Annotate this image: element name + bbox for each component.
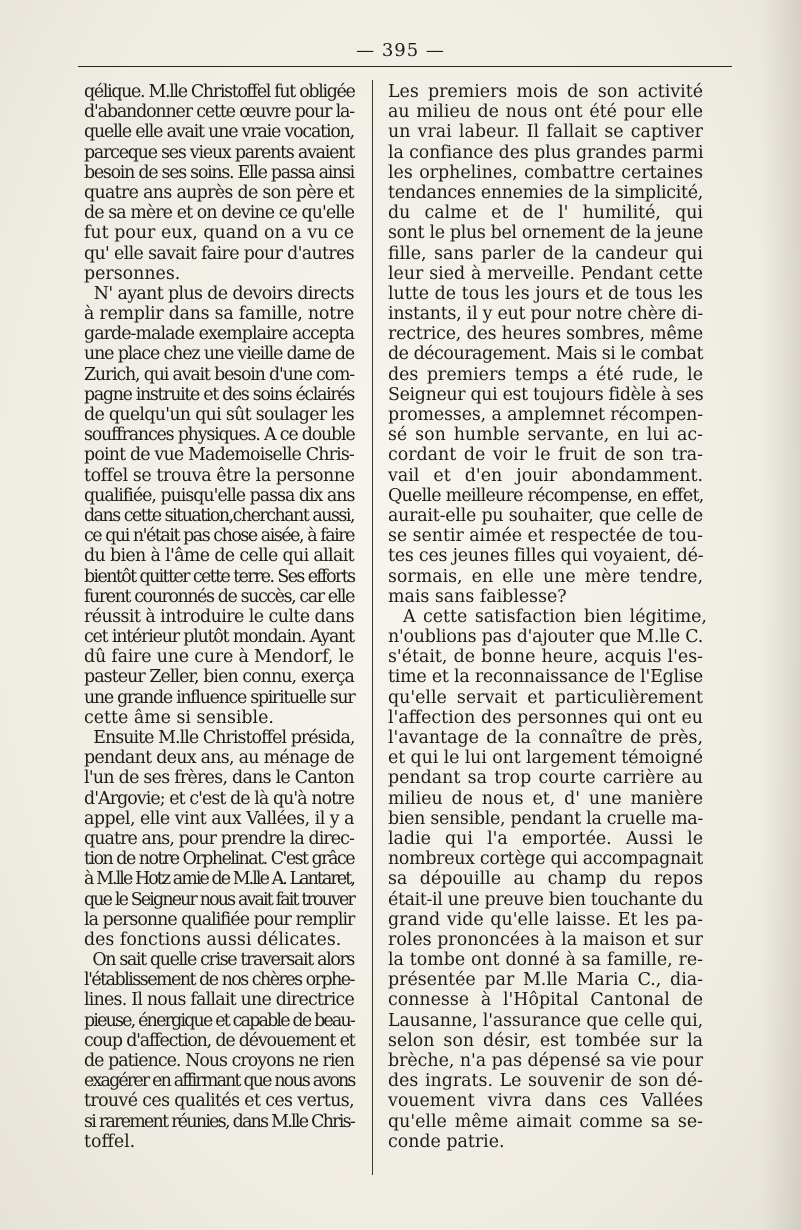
left-column-line: d'abandonner cette œuvre pour la- [84, 102, 354, 123]
left-column-line: de quelqu'un qui sût soulager les [84, 405, 354, 425]
right-column-line: cordant de voir le fruit de son tra- [388, 445, 703, 466]
left-column-line: qélique. M.lle Christoffel fut obligée [84, 82, 355, 102]
left-column-line: dans cette situation,cherchant aussi, [84, 505, 354, 526]
left-column-line: furent couronnés de succès, car elle [84, 586, 354, 607]
left-column-line: que le Seigneur nous avait fait trouver [84, 889, 354, 910]
left-column-line: parceque ses vieux parents avaient [84, 142, 354, 163]
right-column-line: aurait-elle pu souhaiter, que celle de [388, 505, 703, 526]
right-column-line: la tombe ont donné à sa famille, re- [388, 950, 703, 971]
left-column-line: fut pour eux, quand on a vu ce [84, 223, 354, 244]
left-column-line: besoin de ses soins. Elle passa ainsi [84, 162, 354, 183]
left-column-line: pasteur Zeller, bien connu, exerça [84, 667, 354, 688]
left-column-line: dû faire une cure à Mendorf, le [84, 647, 354, 668]
left-column-line: la personne qualifiée pour remplir [84, 909, 355, 930]
right-column-line: était-il une preuve bien touchante du [388, 889, 703, 910]
left-column-line: d'Argovie; et c'est de là qu'à notre [84, 788, 354, 809]
left-column-line: qualifiée, puisqu'elle passa dix ans [84, 485, 355, 506]
right-column-line: au milieu de nous ont été pour elle [388, 102, 703, 123]
left-column-line: à M.lle Hotz amie de M.lle A. Lantaret, [84, 869, 354, 890]
right-column [388, 82, 707, 1152]
right-column-line: connesse à l'Hôpital Cantonal de [388, 990, 703, 1011]
right-column-line: conde patrie. [388, 1131, 505, 1152]
left-column-line: souffrances physiques. A ce double [84, 425, 355, 446]
left-column-line: tion de notre Orphelinat. C'est grâce [84, 849, 354, 870]
left-column-line: toffel. [84, 1131, 136, 1152]
right-column-line: qu'elle même aimait comme sa se- [388, 1111, 703, 1132]
right-column-line: lutte de tous les jours et de tous les [388, 283, 703, 304]
right-column-line: ladie qui l'a emportée. Aussi le [388, 828, 703, 849]
left-column-line: du bien à l'âme de celle qui allait [84, 546, 354, 567]
right-column-line: bien sensible, pendant la cruelle ma- [388, 808, 703, 829]
left-column-line: toffel se trouva être la personne [84, 465, 355, 486]
left-column-line: lines. Il nous fallait une directrice [84, 990, 354, 1011]
left-column-line: N' ayant plus de devoirs directs [84, 283, 354, 304]
right-column-line: promesses, a amplemnet récompen- [388, 405, 703, 425]
right-column-line: vail et d'en jouir abondamment. [388, 465, 703, 486]
right-column-line: présentée par M.lle Maria C., dia- [388, 970, 703, 991]
header-rule [78, 66, 732, 67]
left-column-line: une place chez une vieille dame de [84, 344, 354, 365]
right-column-line: sont le plus bel ornement de la jeune [388, 223, 703, 244]
right-column-line: grand vide qu'elle laisse. Et les pa- [388, 909, 703, 930]
left-column-line: point de vue Mademoiselle Chris- [84, 445, 354, 466]
right-column-line: et qui le lui ont largement témoigné [388, 748, 703, 769]
right-column-line: sormais, en elle une mère tendre, [388, 566, 703, 587]
left-column-line: trouvé ces qualités et ces vertus, [84, 1091, 354, 1112]
right-column-line: Lausanne, l'assurance que celle qui, [388, 1010, 703, 1031]
left-column-line: pieuse, énergique et capable de beau- [84, 1010, 354, 1031]
left-column-line: cette âme si sensible. [84, 707, 274, 728]
left-column-line: si rarement réunies, dans M.lle Chris- [84, 1111, 354, 1132]
right-column-line: s'était, de bonne heure, acquis l'es- [388, 647, 703, 668]
left-column-line: de sa mère et on devine ce qu'elle [84, 203, 354, 224]
left-column-line: coup d'affection, de dévouement et [84, 1030, 355, 1051]
left-column [84, 82, 354, 1152]
right-column-line: pendant sa trop courte carrière au [388, 768, 703, 789]
left-column-line: une grande influence spirituelle sur [84, 687, 355, 708]
right-column-line: rectrice, des heures sombres, même [388, 324, 703, 345]
left-column-line: On sait quelle crise traversait alors [84, 950, 354, 971]
right-column-line: les orphelines, combattre certaines [388, 162, 703, 183]
left-column-line: de patience. Nous croyons ne rien [84, 1051, 354, 1071]
right-column-line: sé son humble servante, en lui ac- [388, 425, 703, 446]
right-column-line: qu'elle servait et particulièrement [388, 687, 703, 708]
right-column-line: selon son désir, est tombée sur la [388, 1030, 703, 1051]
right-column-line: tendances ennemies de la simplicité, [388, 182, 703, 203]
left-column-line: ce qui n'était pas chose aisée, à faire [84, 526, 354, 547]
page-number: — 395 — [356, 40, 445, 61]
left-column-line: pendant deux ans, au ménage de [84, 748, 354, 769]
left-column-line: l'établissement de nos chères orphe- [84, 970, 354, 991]
left-column-line: à remplir dans sa famille, notre [84, 304, 354, 325]
right-column-line: tes ces jeunes filles qui voyaient, dé- [388, 546, 704, 567]
right-column-line: un vrai labeur. Il fallait se captiver [388, 122, 703, 143]
right-column-line: l'avantage de la connaître de près, [388, 728, 703, 748]
left-column-line: l'un de ses frères, dans le Canton [84, 768, 354, 789]
right-column-line: de découragement. Mais si le combat [388, 344, 703, 365]
left-column-line: quelle elle avait une vraie vocation, [84, 122, 354, 143]
left-column-line: Ensuite M.lle Christoffel présida, [84, 728, 355, 748]
left-column-line: qu' elle savait faire pour d'autres [84, 243, 354, 264]
right-column-line: du calme et de l' humilité, qui [388, 203, 703, 224]
left-column-line: quatre ans auprès de son père et [84, 182, 354, 203]
right-column-line: fille, sans parler de la candeur qui [388, 243, 703, 264]
right-column-line: l'affection des personnes qui ont eu [388, 707, 703, 728]
right-column-line: time et la reconnaissance de l'Eglise [388, 667, 703, 688]
left-column-line: garde-malade exemplaire accepta [84, 324, 354, 345]
right-column-line: n'oublions pas d'ajouter que M.lle C. [388, 627, 703, 648]
right-column-line: se sentir aimée et respectée de tou- [388, 526, 703, 547]
right-column-line: Quelle meilleure récompense, en effet, [388, 485, 704, 506]
right-column-line: la confiance des plus grandes parmi [388, 142, 704, 163]
right-column-line: leur sied à merveille. Pendant cette [388, 263, 703, 284]
left-column-line: personnes. [84, 263, 181, 284]
right-column-line: instants, il y eut pour notre chère di- [388, 304, 703, 325]
right-column-line: sa dépouille au champ du repos [388, 869, 703, 890]
right-column-line: brèche, n'a pas dépensé sa vie pour [388, 1051, 703, 1071]
page-edge-shadow [761, 0, 801, 1230]
column-divider [372, 80, 373, 1175]
right-column-line: Seigneur qui est toujours fidèle à ses [388, 384, 704, 405]
right-column-line: vouement vivra dans ces Vallées [388, 1091, 703, 1112]
left-column-line: Zurich, qui avait besoin d'une com- [84, 364, 354, 385]
left-column-line: cet intérieur plutôt mondain. Ayant [84, 627, 354, 648]
left-column-line: pagne instruite et des soins éclairés [84, 384, 354, 405]
right-column-line: des premiers temps a été rude, le [388, 364, 703, 385]
right-column-line: A cette satisfaction bien légitime, [388, 606, 707, 627]
right-column-line: milieu de nous et, d' une manière [388, 788, 703, 809]
left-column-line: réussit à introduire le culte dans [84, 606, 354, 627]
left-column-line: quatre ans, pour prendre la direc- [84, 828, 354, 849]
right-column-line: des ingrats. Le souvenir de son dé- [388, 1071, 703, 1092]
right-column-line: nombreux cortège qui accompagnait [388, 849, 703, 870]
left-column-line: des fonctions aussi délicates. [84, 929, 342, 950]
right-column-line: Les premiers mois de son activité [388, 82, 703, 102]
left-column-line: exagérer en affirmant que nous avons [84, 1071, 355, 1092]
right-column-line: roles prononcées à la maison et sur [388, 929, 703, 950]
right-column-line: mais sans faiblesse? [388, 586, 567, 607]
left-column-line: appel, elle vint aux Vallées, il y a [84, 808, 354, 829]
left-column-line: bientôt quitter cette terre. Ses efforts [84, 566, 355, 587]
